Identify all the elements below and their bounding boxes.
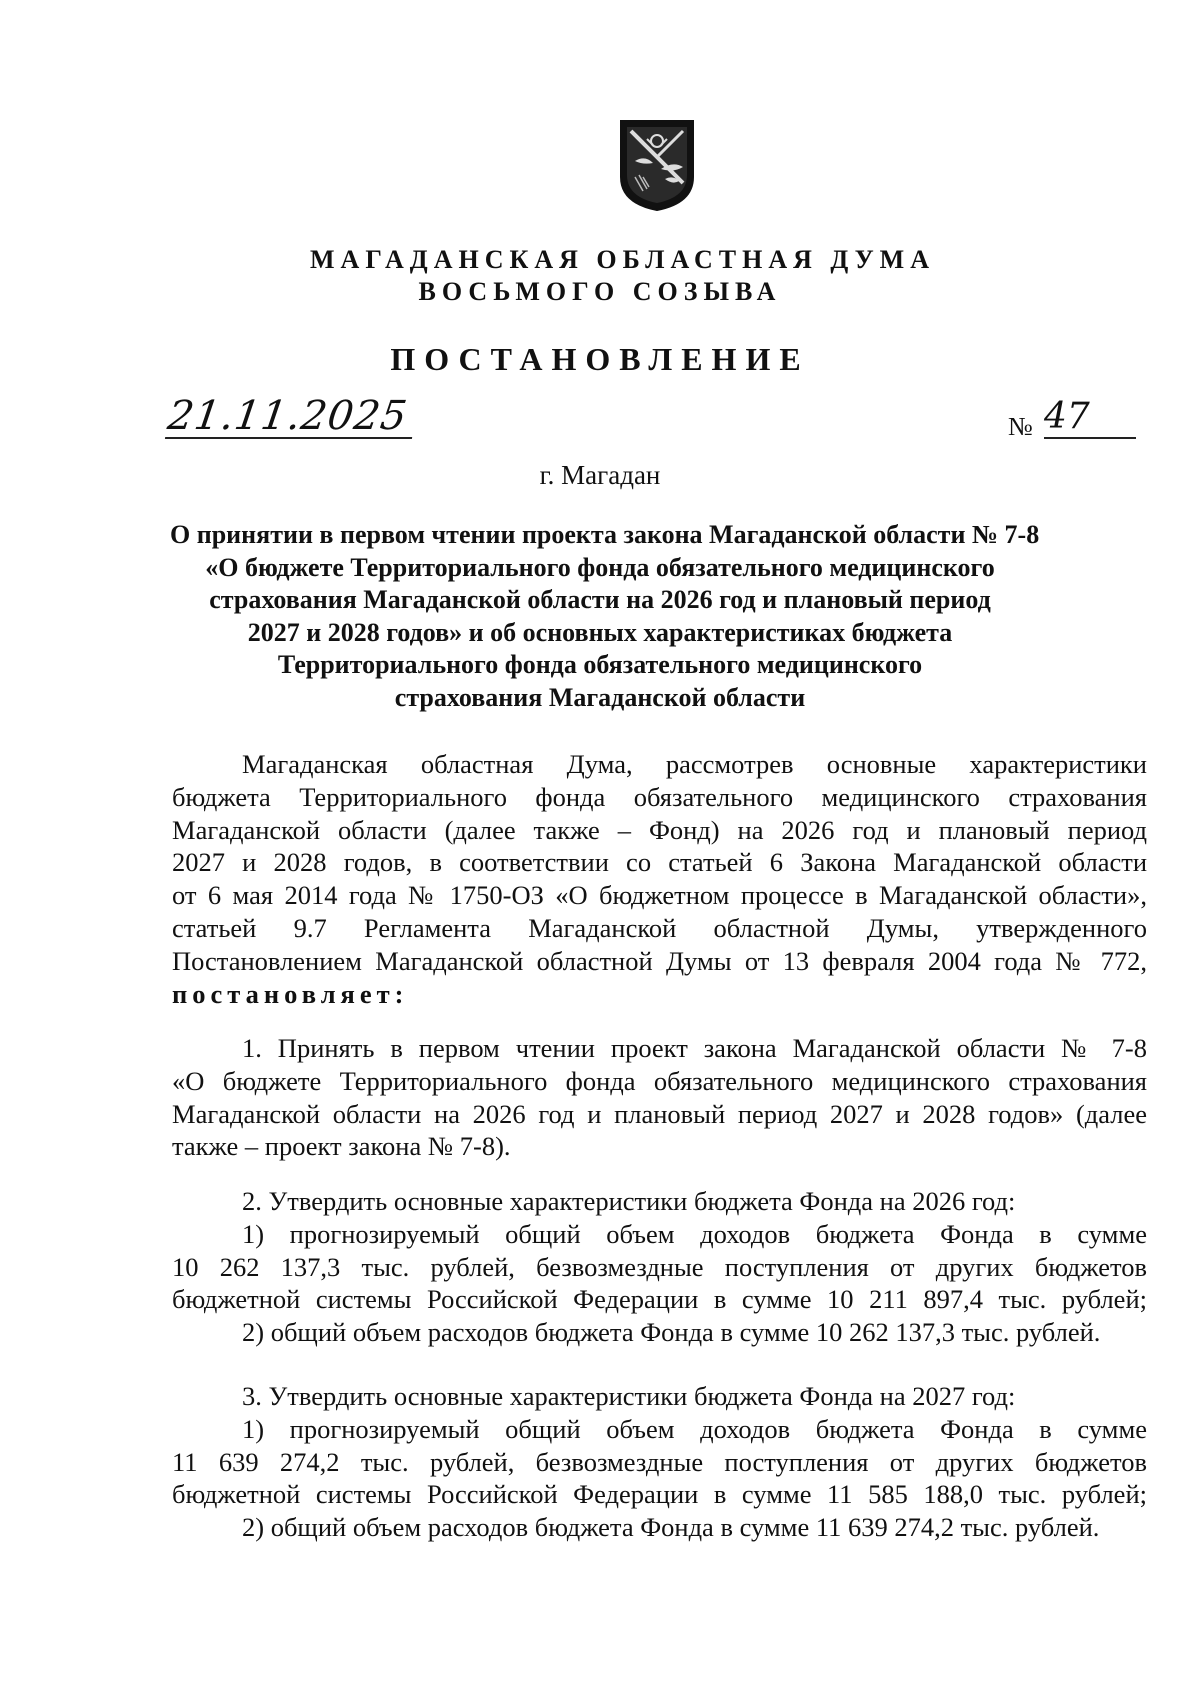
item-3-paragraph — [172, 1380, 1147, 1544]
title-line: Территориального фонда обязательного медицинского — [277, 650, 923, 680]
text-line: бюджетной системы Российской Федерации в сумме 10 211 897,4 тыс. рублей; — [172, 1284, 1147, 1315]
text-line: 2. Утвердить основные характеристики бюджета Фонда на 2026 год: — [242, 1186, 1016, 1216]
item-2-paragraph — [172, 1185, 1147, 1349]
text-line: также – проект закона № 7-8). — [172, 1131, 511, 1162]
title-line: страхования Магаданской области на 2026 год и плановый период — [209, 585, 991, 615]
text-line: 2) общий объем расходов бюджета Фонда в сумме 11 639 274,2 тыс. рублей. — [242, 1512, 1100, 1543]
coat-of-arms-icon — [617, 117, 697, 213]
text-line: 3. Утвердить основные характеристики бюджета Фонда на 2027 год: — [242, 1381, 1016, 1411]
text-line: бюджетной системы Российской Федерации в сумме 11 585 188,0 тыс. рублей; — [172, 1479, 1147, 1510]
text-line: 1. Принять в первом чтении проект закона Магаданской области № 7-8 — [242, 1033, 1147, 1063]
title-line: страхования Магаданской области — [394, 682, 806, 712]
text-line: 2) общий объем расходов бюджета Фонда в сумме 10 262 137,3 тыс. рублей. — [242, 1317, 1101, 1348]
text-line: статьей 9.7 Регламента Магаданской областной Думы, утвержденного — [172, 912, 1147, 943]
item-1-paragraph — [172, 1032, 1147, 1163]
number-label: № — [1008, 412, 1033, 441]
organization-name: МАГАДАНСКАЯ ОБЛАСТНАЯ ДУМА — [310, 245, 935, 274]
text-line: 10 262 137,3 тыс. рублей, безвозмездные поступления от других бюджетов — [172, 1251, 1147, 1282]
text-line: Магаданской области на 2026 год и плановый период 2027 и 2028 годов» (далее — [172, 1098, 1147, 1129]
resolves-word: постановляет: — [172, 978, 409, 1009]
document-title — [170, 519, 1040, 715]
text-line: Постановлением Магаданской областной Думы от 13 февраля 2004 года № 772, — [172, 945, 1147, 976]
title-line: 2027 и 2028 годов» и об основных характеристиках бюджета — [247, 617, 953, 647]
convocation: ВОСЬМОГО СОЗЫВА — [418, 277, 782, 306]
text-line: «О бюджете Территориального фонда обязательного медицинского страхования — [172, 1065, 1147, 1096]
title-line: «О бюджете Территориального фонда обязательного медицинского — [205, 552, 995, 582]
preamble-paragraph — [172, 748, 1147, 1010]
text-line: бюджета Территориального фонда обязательного медицинского страхования — [172, 781, 1147, 812]
text-line: Магаданской области (далее также – Фонд) на 2026 год и плановый период — [172, 814, 1147, 845]
city: г. Магадан — [539, 460, 661, 490]
handwritten-number: 47 — [1044, 397, 1136, 439]
handwritten-date: 21.11.2025 — [165, 395, 418, 439]
text-line: Магаданская областная Дума, рассмотрев основные характеристики — [242, 749, 1147, 779]
document-type: ПОСТАНОВЛЕНИЕ — [390, 341, 810, 377]
title-line: О принятии в первом чтении проекта закона Магаданской области № 7-8 — [170, 520, 1040, 549]
text-line: 11 639 274,2 тыс. рублей, безвозмездные поступления от других бюджетов — [172, 1446, 1147, 1477]
text-line: 2027 и 2028 годов, в соответствии со статьей 6 Закона Магаданской области — [172, 847, 1147, 878]
text-line: 1) прогнозируемый общий объем доходов бюджета Фонда в сумме — [242, 1218, 1147, 1249]
text-line: 1) прогнозируемый общий объем доходов бюджета Фонда в сумме — [242, 1413, 1147, 1444]
text-line: от 6 мая 2014 года № 1750-ОЗ «О бюджетном процессе в Магаданской области», — [172, 880, 1147, 911]
